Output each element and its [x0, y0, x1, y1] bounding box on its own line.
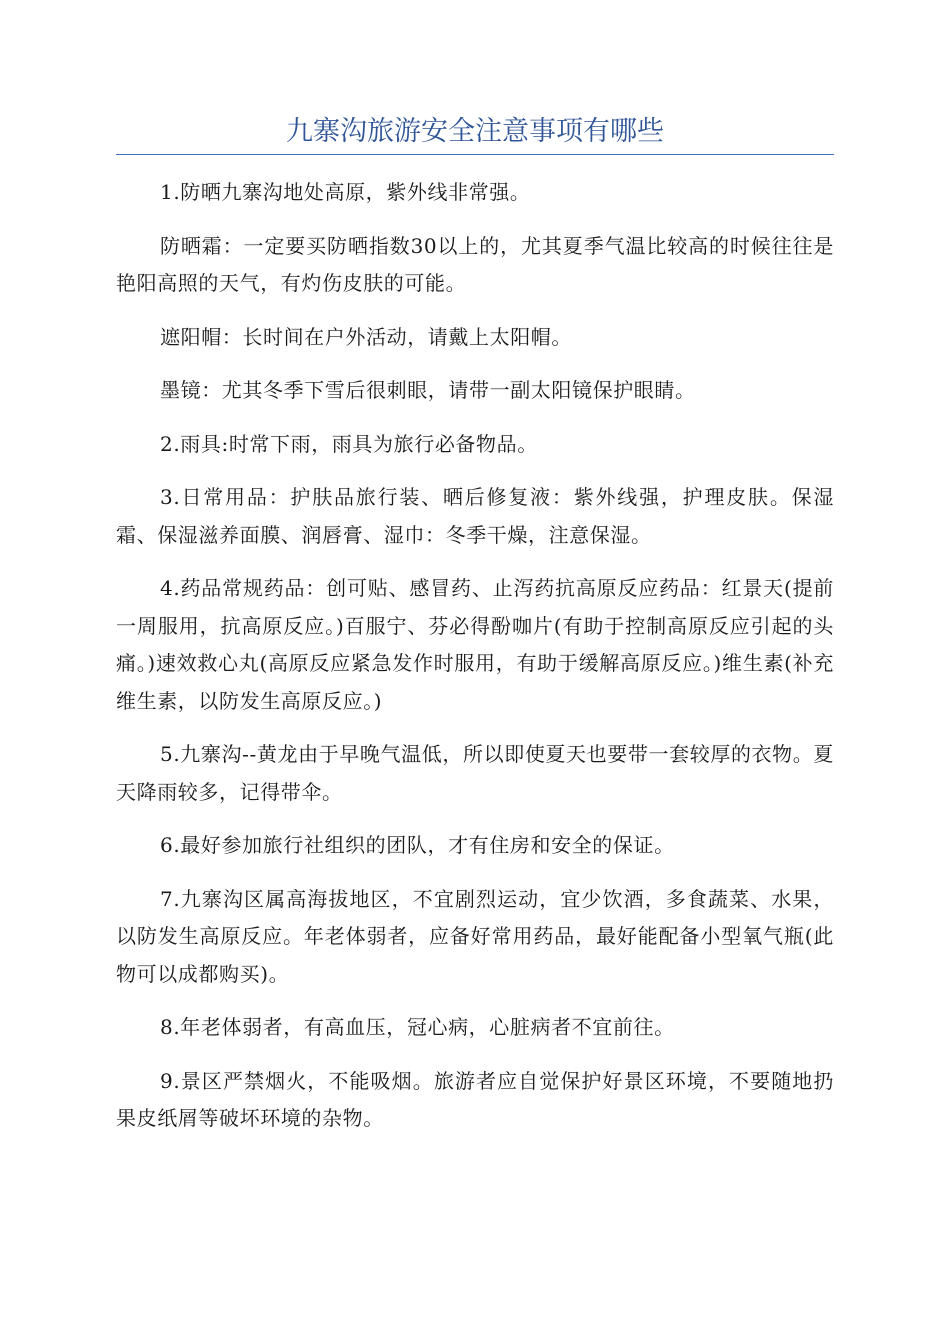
- document-body: [116, 174, 834, 1154]
- paragraph-2: 防晒霜：一定要买防晒指数30以上的，尤其夏季气温比较高的时候往往是艳阳高照的天气，有灼伤皮肤的可能。: [116, 233, 834, 295]
- paragraph-11: 8.年老体弱者，有高血压，冠心病，心脏病者不宜前往。: [160, 1015, 675, 1039]
- paragraph-3: 遮阳帽：长时间在户外活动，请戴上太阳帽。: [160, 324, 572, 349]
- title-underline: [116, 154, 834, 155]
- paragraph-7: 4.药品常规药品：创可贴、感冒药、止泻药抗高原反应药品：红景天(提前一周服用，抗高原反应。)百服宁、芬必得酚咖片(有助于控制高原反应引起的头痛。)速效救心丸(高原反应紧急发作时服用，有助于缓解高原反应。)维生素(补充维生素，以防发生高原反应。): [116, 576, 834, 713]
- paragraph-6: 3.日常用品：护肤品旅行装、晒后修复液：紫外线强，护理皮肤。保湿霜、保湿滋养面膜、润唇膏、湿巾：冬季干燥，注意保湿。: [116, 485, 834, 547]
- document-title: 九寨沟旅游安全注意事项有哪些: [286, 116, 664, 147]
- paragraph-8: 5.九寨沟--黄龙由于早晚气温低，所以即使夏天也要带一套较厚的衣物。夏天降雨较多，记得带伞。: [116, 742, 834, 804]
- paragraph-1: 1.防晒九寨沟地处高原，紫外线非常强。: [160, 180, 531, 204]
- paragraph-12: 9.景区严禁烟火，不能吸烟。旅游者应自觉保护好景区环境，不要随地扔果皮纸屑等破坏环境的杂物。: [116, 1068, 834, 1130]
- paragraph-9: 6.最好参加旅行社组织的团队，才有住房和安全的保证。: [160, 833, 675, 857]
- paragraph-5: 2.雨具:时常下雨，雨具为旅行必备物品。: [160, 431, 538, 456]
- paragraph-4: 墨镜：尤其冬季下雪后很刺眼，请带一副太阳镜保护眼睛。: [160, 378, 696, 402]
- paragraph-10: 7.九寨沟区属高海拔地区，不宜剧烈运动，宜少饮酒，多食蔬菜、水果，以防发生高原反应。年老体弱者，应备好常用药品，最好能配备小型氧气瓶(此物可以成都购买)。: [116, 886, 834, 986]
